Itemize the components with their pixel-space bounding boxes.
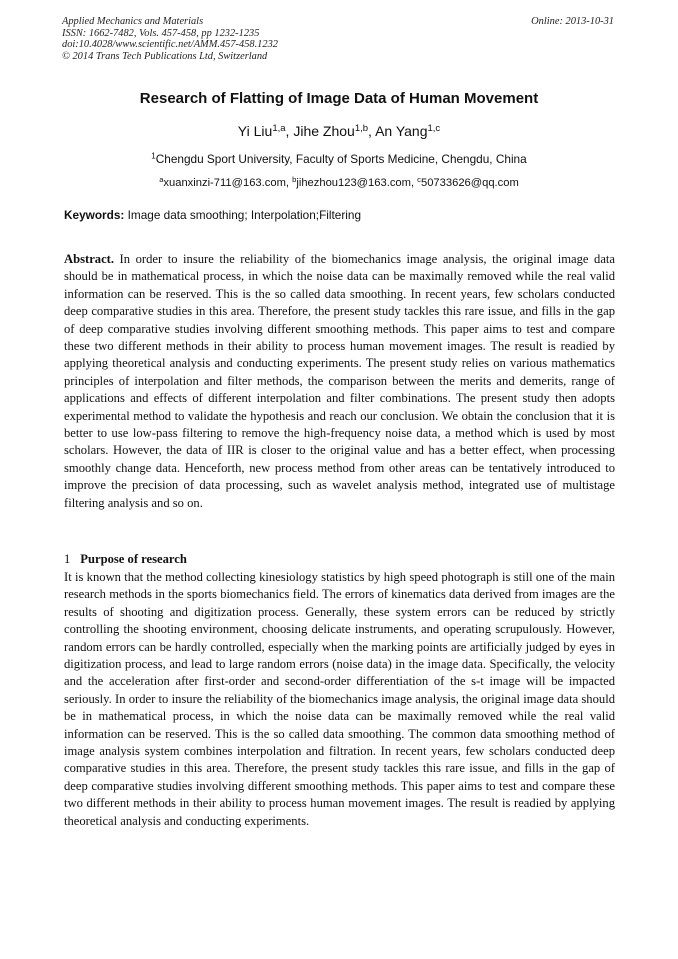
abstract-label: Abstract.	[64, 252, 115, 266]
email-marker: c	[417, 174, 421, 184]
author-name: An Yang	[375, 123, 428, 139]
email-marker: a	[159, 174, 164, 184]
author-separator: ,	[285, 123, 294, 139]
email-address: jihezhou123@163.com	[296, 177, 411, 189]
author-name: Yi Liu	[237, 123, 273, 139]
email-list	[0, 176, 678, 191]
abstract	[64, 251, 615, 512]
section-body: It is known that the method collecting kinesiology statistics by high speed photograph is still one of the main research methods in the sports biomechanics field. The errors of kinematics data derived from images are the results of shooting and digitization process. Generally, these system errors can be reduced by strictly controlling the shooting environment, choosing delicate instruments, and operating scrupulously. However, random errors can be hardly controlled, especially when the marking points are artificially judged by eyes in digitization process, and lead to large random errors (noise data) in the image data. Specifically, the velocity and the acceleration after first-order and second-order differentiation of the s-t image will be impacted seriously. In order to insure the reliability of the biomechanics image analysis, the original image data should be in mathematical process, in which the noise data can be maximally removed while the real valid information can be reserved. This is the so called data smoothing. The common data smoothing method of image analysis system combines interpolation and filtration. In recent years, few scholars conducted deep comparative studies in this area. Therefore, the present study tackles this rare issue, and fills in the gap of deep comparative studies involving different smoothing methods. This paper aims to test and compare these two different methods in their ability to process human movement images. The result is readied by applying theoretical analysis and conducting experiments.	[64, 570, 615, 828]
online-date: Online: 2013-10-31	[531, 16, 614, 27]
author-separator: ,	[368, 123, 376, 139]
email-marker: b	[292, 174, 297, 184]
abstract-text: In order to insure the reliability of the biomechanics image analysis, the original image data should be in mathematical process, in which the noise data can be maximally removed while the real valid information can be reserved. This is the so called data smoothing. In recent years, few scholars conducted deep comparative studies in this area. Therefore, the present study tackles this rare issue, and fills in the gap of deep comparative studies involving different smoothing methods. This paper aims to test and compare these two different methods in their ability to process human movement images. The result is readied by applying theoretical analysis and conducting experiments. The present study relies on various mathematics principles of interpolation and filter methods, the comparison between the merits and demerits, range of applications and effects of different interpolation and filter combinations. The present study then adopts experimental method to validate the hypothesis and reach our conclusion. We obtain the conclusion that it is better to use low-pass filtering to remove the high-frequency noise data, a method which is used by most scholars. However, the data of IIR is closer to the original value and has a better effect, when processing smoothly change data. Henceforth, new process method from other areas can be tentatively introduced to improve the precision of data processing, such as wavelet analysis method, integrated use of multistage filtering analysis and so on.	[64, 252, 615, 510]
keywords-label: Keywords:	[64, 208, 125, 222]
affiliation-marker: 1	[151, 151, 156, 161]
copyright-line: © 2014 Trans Tech Publications Ltd, Switzerland	[62, 50, 268, 62]
author-affiliation-marker: 1,a	[272, 122, 286, 134]
email-separator: ,	[285, 177, 293, 189]
email-separator: ,	[410, 177, 418, 189]
section-heading	[64, 551, 187, 568]
author-affiliation-marker: 1,c	[427, 122, 441, 134]
issn-line: ISSN: 1662-7482, Vols. 457-458, pp 1232-1235	[62, 27, 260, 39]
journal-name: Applied Mechanics and Materials	[62, 16, 204, 27]
keywords	[64, 208, 361, 223]
journal-header	[62, 16, 278, 62]
doi-line: doi:10.4028/www.scientific.net/AMM.457-458.1232	[62, 39, 278, 51]
author-affiliation-marker: 1,b	[354, 122, 369, 134]
email-address: xuanxinzi-711@163.com	[163, 177, 286, 189]
section-number: 1	[64, 552, 71, 566]
author-name: Jihe Zhou	[293, 123, 355, 139]
affiliation	[0, 152, 678, 167]
keywords-text: Image data smoothing; Interpolation;Filtering	[124, 208, 362, 222]
section-title: Purpose of research	[80, 552, 187, 566]
author-list	[0, 122, 678, 140]
paper-title: Research of Flatting of Image Data of Human Movement	[139, 90, 539, 107]
email-address: 50733626@qq.com	[420, 177, 519, 189]
affiliation-text: Chengdu Sport University, Faculty of Sports Medicine, Chengdu, China	[155, 152, 527, 166]
